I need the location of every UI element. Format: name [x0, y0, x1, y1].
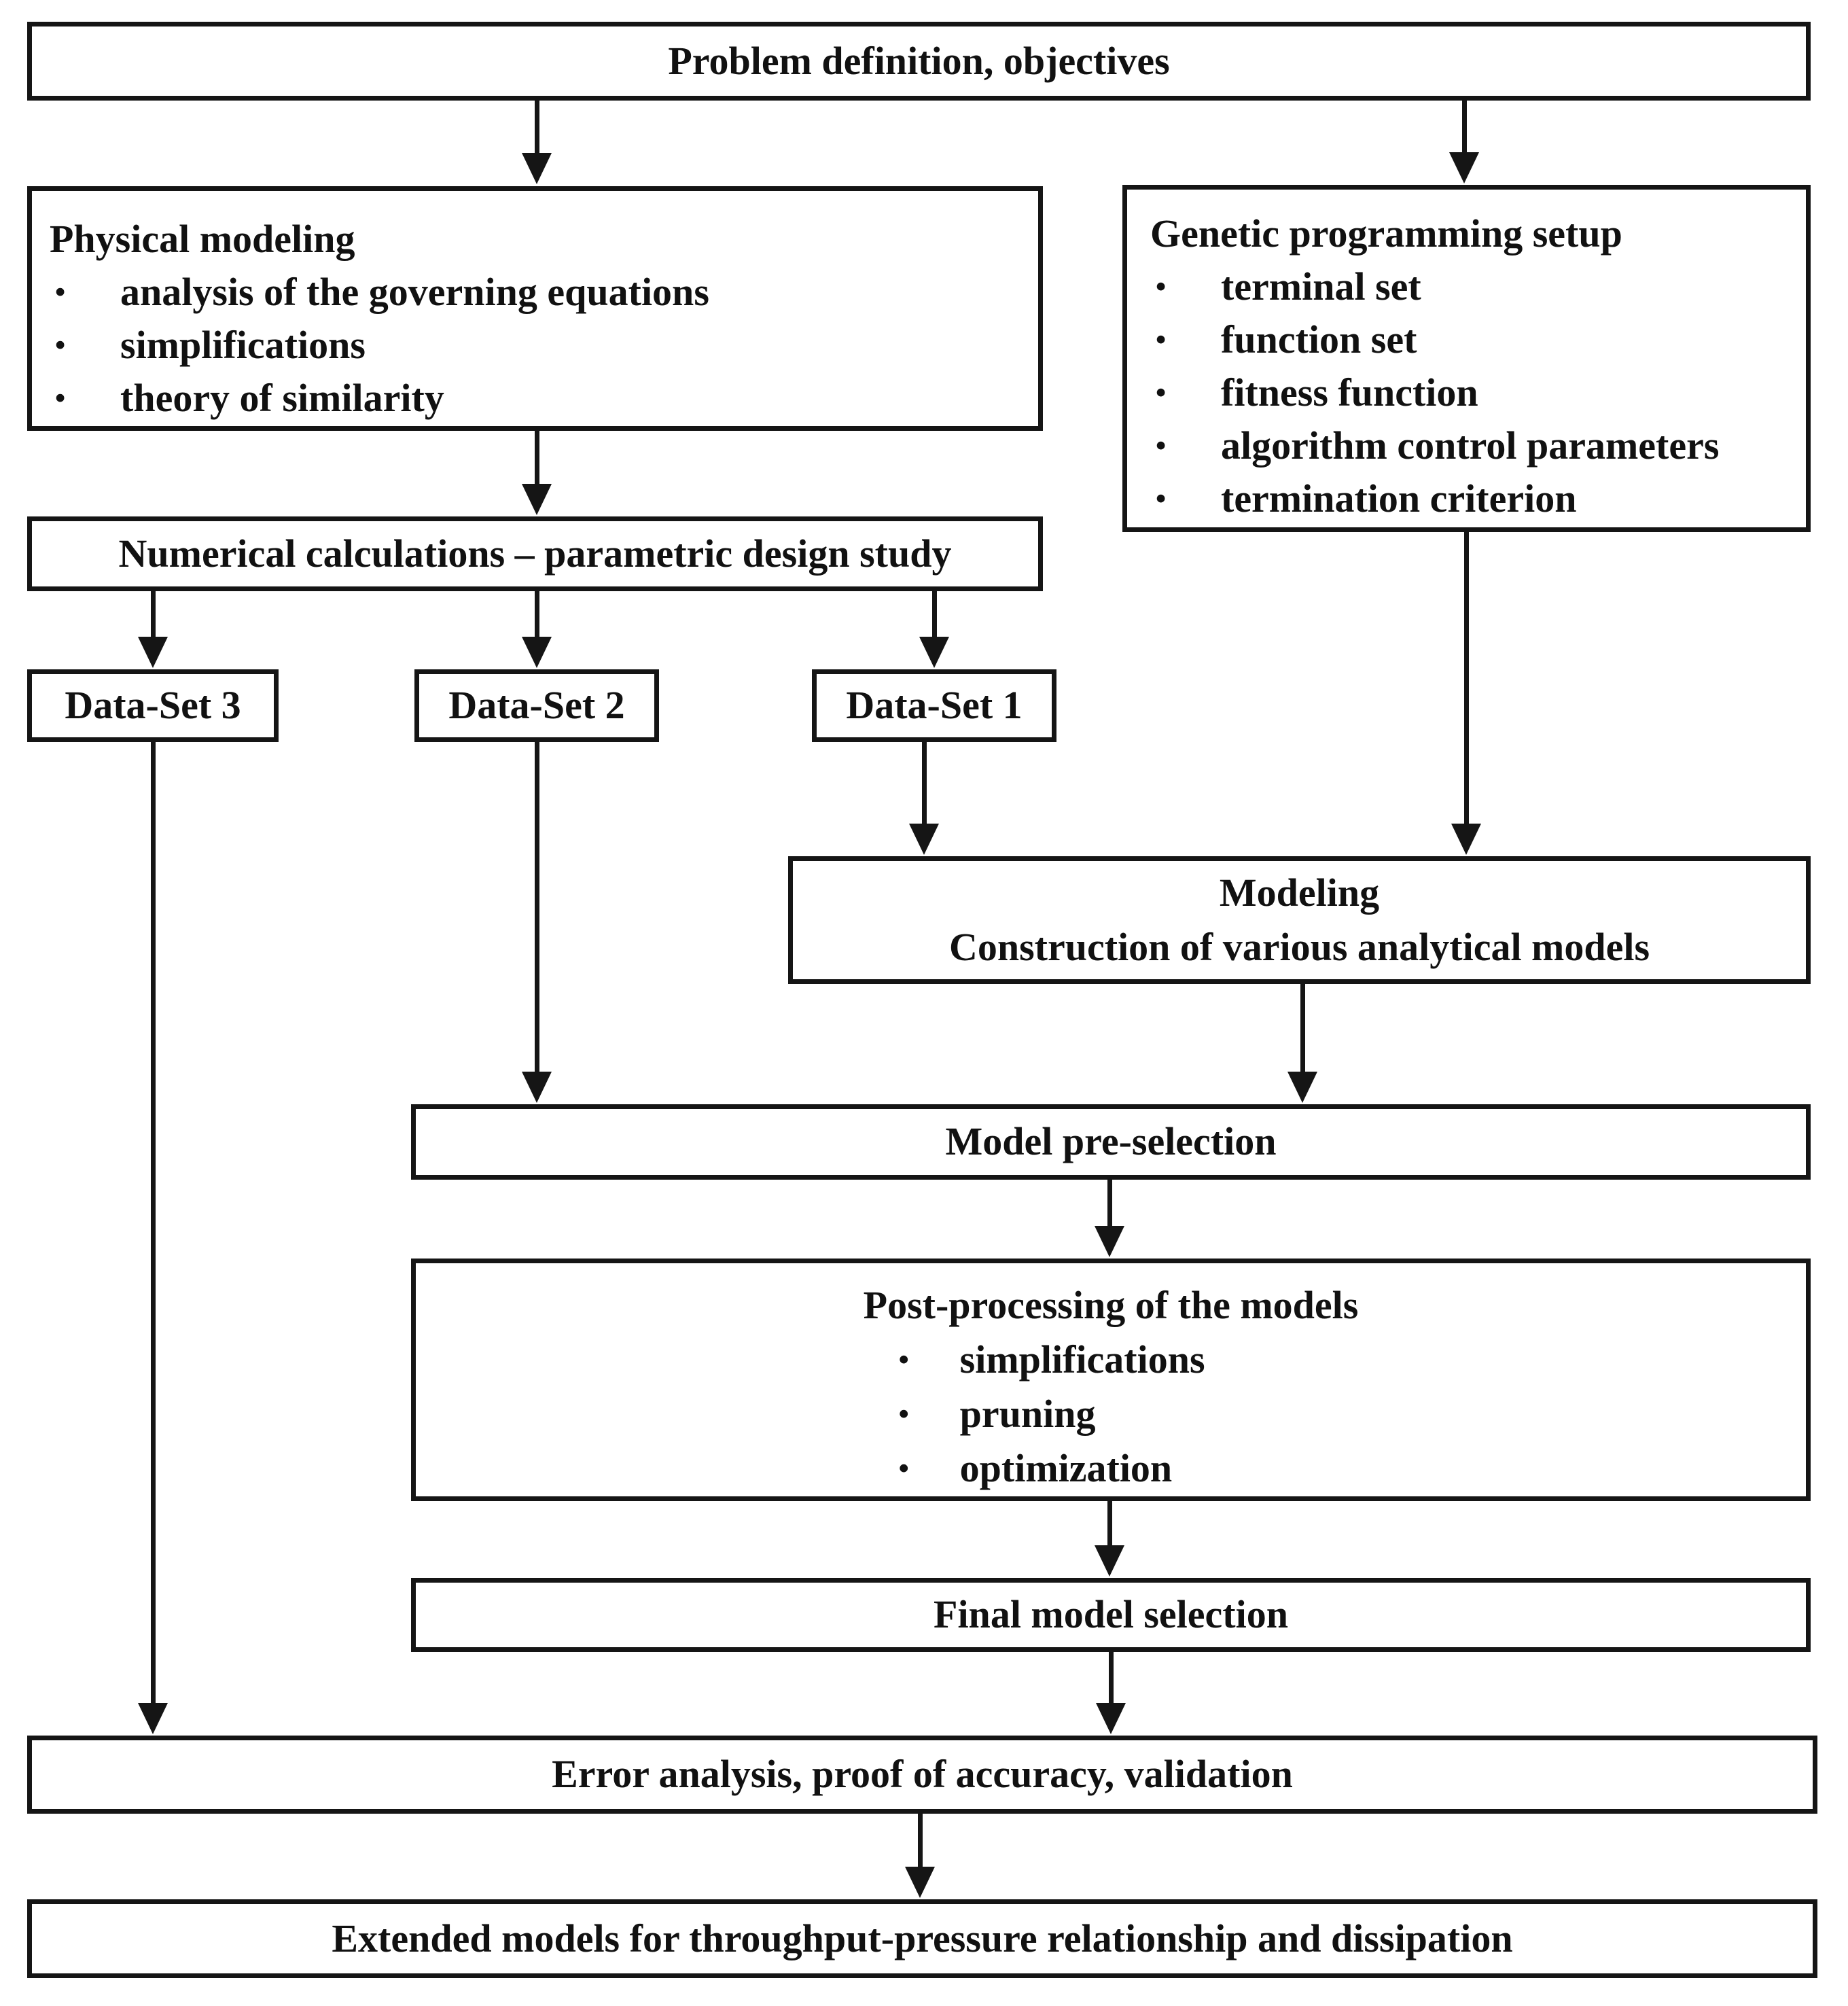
genetic-programming-setup-box — [1122, 185, 1811, 532]
arrow-dataset3-to-error — [138, 742, 168, 1734]
arrow-genetic-to-modeling — [1451, 532, 1481, 855]
arrowhead-down-icon — [522, 153, 552, 184]
arrowhead-down-icon — [909, 824, 939, 855]
arrow-problem-to-genetic — [1449, 101, 1479, 183]
genetic-programming-setup-bullets — [1150, 260, 1792, 525]
post-processing-title: Post-processing of the models — [863, 1283, 1359, 1327]
arrow-shaft — [1109, 1652, 1114, 1707]
arrow-postprocessing-to-final — [1095, 1501, 1124, 1577]
bullet-item: • fitness function — [1156, 366, 1792, 419]
model-pre-selection-label: Model pre-selection — [945, 1119, 1277, 1164]
numerical-calculations-box — [27, 516, 1043, 591]
post-processing-box — [411, 1259, 1811, 1501]
arrowhead-down-icon — [522, 637, 552, 668]
extended-models-box — [27, 1899, 1817, 1978]
extended-models-label: Extended models for throughput-pressure relationship and dissipation — [332, 1916, 1513, 1960]
arrow-physical-to-numerical — [522, 431, 552, 515]
error-analysis-label: Error analysis, proof of accuracy, validation — [552, 1752, 1293, 1797]
arrowhead-down-icon — [1449, 152, 1479, 183]
model-pre-selection-box — [411, 1104, 1811, 1180]
arrow-dataset1-to-modeling — [909, 742, 939, 855]
arrowhead-down-icon — [522, 1072, 552, 1103]
data-set-2-box — [414, 669, 659, 742]
modeling-subtitle: Construction of various analytical models — [948, 925, 1650, 969]
post-processing-bullets — [864, 1333, 1359, 1496]
final-model-selection-box — [411, 1578, 1811, 1652]
arrow-shaft — [1107, 1180, 1112, 1230]
bullet-item: • algorithm control parameters — [1156, 419, 1792, 472]
arrowhead-down-icon — [1451, 824, 1481, 855]
modeling-title: Modeling — [1219, 870, 1380, 915]
physical-modeling-title: Physical modeling — [50, 217, 355, 261]
bullet-item: • simplifications — [55, 319, 1025, 372]
post-processing-content — [864, 1278, 1359, 1496]
data-set-1-box — [812, 669, 1056, 742]
arrowhead-down-icon — [1095, 1226, 1124, 1257]
arrow-shaft — [151, 591, 156, 641]
data-set-3-box — [27, 669, 279, 742]
arrow-shaft — [1107, 1501, 1112, 1549]
bullet-item: • termination criterion — [1156, 472, 1792, 525]
data-set-3-label: Data-Set 3 — [65, 683, 241, 728]
genetic-programming-setup-title: Genetic programming setup — [1150, 211, 1622, 256]
arrow-shaft — [535, 591, 539, 641]
arrow-numerical-to-dataset1 — [919, 591, 949, 668]
arrowhead-down-icon — [905, 1867, 935, 1898]
numerical-calculations-label: Numerical calculations – parametric design study — [118, 531, 952, 576]
modeling-box — [788, 856, 1811, 984]
arrow-shaft — [1300, 984, 1305, 1076]
arrowhead-down-icon — [919, 637, 949, 668]
bullet-item: • pruning — [899, 1387, 1359, 1441]
data-set-2-label: Data-Set 2 — [448, 683, 625, 728]
problem-definition-box — [27, 22, 1811, 101]
arrow-problem-to-physical — [522, 101, 552, 184]
bullet-item: • analysis of the governing equations — [55, 266, 1025, 319]
arrow-error-to-extended — [905, 1814, 935, 1898]
arrow-shaft — [922, 742, 927, 828]
arrow-shaft — [1462, 101, 1467, 156]
arrow-modeling-to-preselection — [1287, 984, 1317, 1103]
physical-modeling-bullets — [50, 266, 1025, 425]
arrow-shaft — [918, 1814, 923, 1871]
bullet-item: • terminal set — [1156, 260, 1792, 313]
arrow-numerical-to-dataset2 — [522, 591, 552, 668]
arrow-preselection-to-postprocessing — [1095, 1180, 1124, 1257]
arrow-shaft — [535, 101, 539, 157]
arrow-shaft — [535, 431, 539, 488]
arrow-shaft — [151, 742, 156, 1707]
arrow-numerical-to-dataset3 — [138, 591, 168, 668]
physical-modeling-box — [27, 186, 1043, 431]
final-model-selection-label: Final model selection — [934, 1592, 1288, 1637]
error-analysis-box — [27, 1736, 1817, 1814]
data-set-1-label: Data-Set 1 — [846, 683, 1023, 728]
arrowhead-down-icon — [138, 1703, 168, 1734]
arrow-final-to-error — [1096, 1652, 1126, 1734]
bullet-item: • optimization — [899, 1441, 1359, 1496]
arrow-shaft — [1464, 532, 1469, 828]
arrowhead-down-icon — [138, 637, 168, 668]
problem-definition-label: Problem definition, objectives — [668, 38, 1170, 83]
bullet-item: • simplifications — [899, 1333, 1359, 1387]
arrowhead-down-icon — [1095, 1545, 1124, 1577]
arrowhead-down-icon — [1096, 1703, 1126, 1734]
arrow-shaft — [535, 742, 539, 1076]
arrow-shaft — [932, 591, 937, 641]
arrowhead-down-icon — [522, 484, 552, 515]
bullet-item: • function set — [1156, 313, 1792, 366]
bullet-item: • theory of similarity — [55, 372, 1025, 425]
arrow-dataset2-to-preselection — [522, 742, 552, 1103]
arrowhead-down-icon — [1287, 1072, 1317, 1103]
